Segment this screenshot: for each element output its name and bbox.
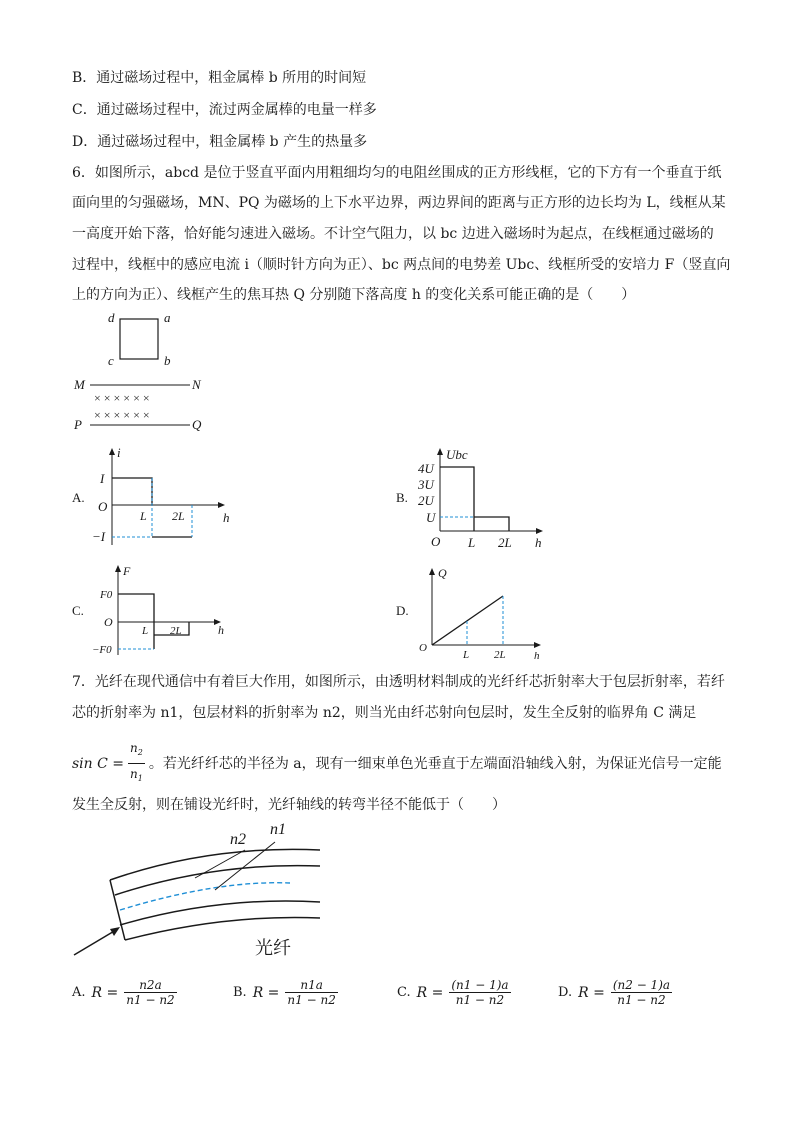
graph-d-x1: L	[463, 649, 470, 661]
graph-d-x2: 2L	[494, 649, 506, 661]
q7-option-b	[233, 978, 338, 1007]
q7-line-1: 7．光纤在现代通信中有着巨大作用，如图所示，由透明材料制成的光纤纤芯折射率大于包层折射率，若纤	[72, 674, 725, 690]
graph-b-y-axis-label: Ubc	[446, 447, 468, 462]
q7-option-a-denominator: n1 − n2	[126, 993, 175, 1007]
graph-c	[92, 560, 242, 660]
q7-option-d-denominator: n1 − n2	[617, 993, 666, 1007]
q7-option-a-r: R =	[91, 984, 119, 1001]
q6-frame-figure	[70, 305, 220, 440]
q6-line-1: 6．如图所示，abcd 是位于竖直平面内用粗细均匀的电阻丝围成的正方形线框，它的下方有一个垂直于纸	[72, 165, 722, 181]
q7-option-c-label: C.	[397, 985, 411, 1000]
q7-line-4: 发生全反射，则在铺设光纤时，光纤轴线的转弯半径不能低于（ ）	[72, 797, 506, 813]
graph-a-y-axis-label: i	[117, 445, 121, 460]
graph-a-y-bottom: −I	[92, 529, 106, 544]
graph-c-y-top: F0	[100, 589, 113, 601]
graph-b-y-u: U	[426, 510, 436, 525]
graph-c-x-axis-label: h	[218, 623, 224, 637]
label-n: N	[192, 377, 201, 392]
q7-option-d-r: R =	[578, 984, 605, 1001]
q7-line-3	[72, 738, 722, 789]
q7-option-a-label: A.	[72, 985, 86, 1000]
label-n1: n1	[270, 821, 286, 838]
graph-c-x2: 2L	[170, 625, 182, 637]
fiber-caption: 光纤	[255, 938, 291, 958]
fiber-figure	[70, 820, 330, 965]
graph-b-origin: O	[431, 534, 441, 549]
graph-b	[414, 445, 564, 550]
graph-a-x1: L	[140, 509, 147, 523]
q6-line-3: 一高度开始下落，恰好能匀速进入磁场。不计空气阻力，以 bc 边进入磁场时为起点，在线框通过磁场的	[72, 226, 714, 242]
label-a: a	[164, 310, 171, 325]
graph-d-y-axis-label: Q	[438, 566, 447, 580]
graph-a-x-axis-label: h	[223, 510, 230, 525]
label-d: d	[108, 310, 115, 325]
q7-option-b-label: B.	[233, 985, 247, 1000]
label-p: P	[74, 417, 82, 432]
graph-a-origin: O	[98, 499, 108, 514]
graph-b-y-4u: 4U	[418, 461, 434, 476]
graph-c-y-bottom: −F0	[92, 644, 112, 656]
field-crosses-row-1: × × × × × ×	[94, 391, 150, 405]
q7-option-c-numerator: (n1 − 1)a	[451, 978, 509, 992]
graph-b-option-label: B.	[396, 490, 408, 505]
q7-option-d-label: D.	[558, 985, 573, 1000]
square-frame	[120, 319, 158, 359]
q7-option-b-denominator: n1 − n2	[287, 993, 336, 1007]
q7-option-b-numerator: n1a	[285, 978, 337, 993]
q7-option-b-r: R =	[252, 984, 280, 1001]
graph-c-x1: L	[142, 625, 149, 637]
graph-a	[92, 445, 242, 550]
graph-d	[416, 563, 556, 663]
label-m: M	[74, 377, 85, 392]
q7-option-c	[397, 978, 511, 1007]
graph-c-origin: O	[104, 615, 113, 629]
sin-c-fraction: $\frac{n_2}{n_1}$	[128, 738, 145, 789]
graph-c-y-axis-label: F	[123, 564, 131, 578]
q6-line-2: 面向里的匀强磁场，MN、PQ 为磁场的上下水平边界，两边界间的距离与正方形的边长均为 L，线框从某	[72, 195, 726, 211]
graph-b-x1: L	[468, 535, 476, 550]
graph-a-x2: 2L	[172, 509, 185, 523]
graph-a-option-label: A.	[72, 490, 85, 505]
q7-option-c-r: R =	[416, 984, 444, 1001]
q7-line-2: 芯的折射率为 n1，包层材料的折射率为 n2，则当光由纤芯射向包层时，发生全反射的临界角 C 满足	[72, 705, 697, 721]
q5-option-d: D．通过磁场过程中，粗金属棒 b 产生的热量多	[72, 134, 368, 150]
label-c: c	[108, 353, 114, 368]
q5-option-b: B．通过磁场过程中，粗金属棒 b 所用的时间短	[72, 70, 367, 86]
label-n2: n2	[230, 831, 246, 848]
q7-option-c-denominator: n1 − n2	[455, 993, 505, 1007]
q7-option-d-numerator: (n2 − 1)a	[612, 978, 671, 992]
q6-line-4: 过程中，线框中的感应电流 i（顺时针方向为正）、bc 两点间的电势差 Ubc、线框所受的安培力 F（竖直向	[72, 257, 731, 273]
q7-line-3-rest: 。若光纤纤芯的半径为 a，现有一细束单色光垂直于左端面沿轴线入射，为保证光信号一定能	[148, 755, 722, 772]
field-crosses-row-2: × × × × × ×	[94, 408, 150, 422]
graph-d-x-axis-label: h	[534, 650, 540, 662]
sin-c-formula: sin C =	[72, 755, 125, 772]
graph-a-y-top: I	[100, 471, 105, 486]
graph-b-y-3u: 3U	[418, 477, 434, 492]
graph-d-option-label: D.	[396, 603, 409, 618]
label-b: b	[164, 353, 171, 368]
graph-b-x2: 2L	[498, 535, 512, 550]
q7-option-a	[72, 978, 177, 1007]
q6-line-5: 上的方向为正）、线框产生的焦耳热 Q 分别随下落高度 h 的变化关系可能正确的是（ ）	[72, 287, 636, 303]
graph-d-origin: O	[419, 642, 427, 654]
label-q: Q	[192, 417, 202, 432]
graph-b-x-axis-label: h	[535, 535, 542, 550]
graph-b-y-2u: 2U	[418, 493, 434, 508]
q7-option-a-numerator: n2a	[124, 978, 176, 993]
graph-c-option-label: C.	[72, 603, 84, 618]
q5-option-c: C．通过磁场过程中，流过两金属棒的电量一样多	[72, 102, 377, 118]
q7-option-d	[558, 978, 672, 1007]
